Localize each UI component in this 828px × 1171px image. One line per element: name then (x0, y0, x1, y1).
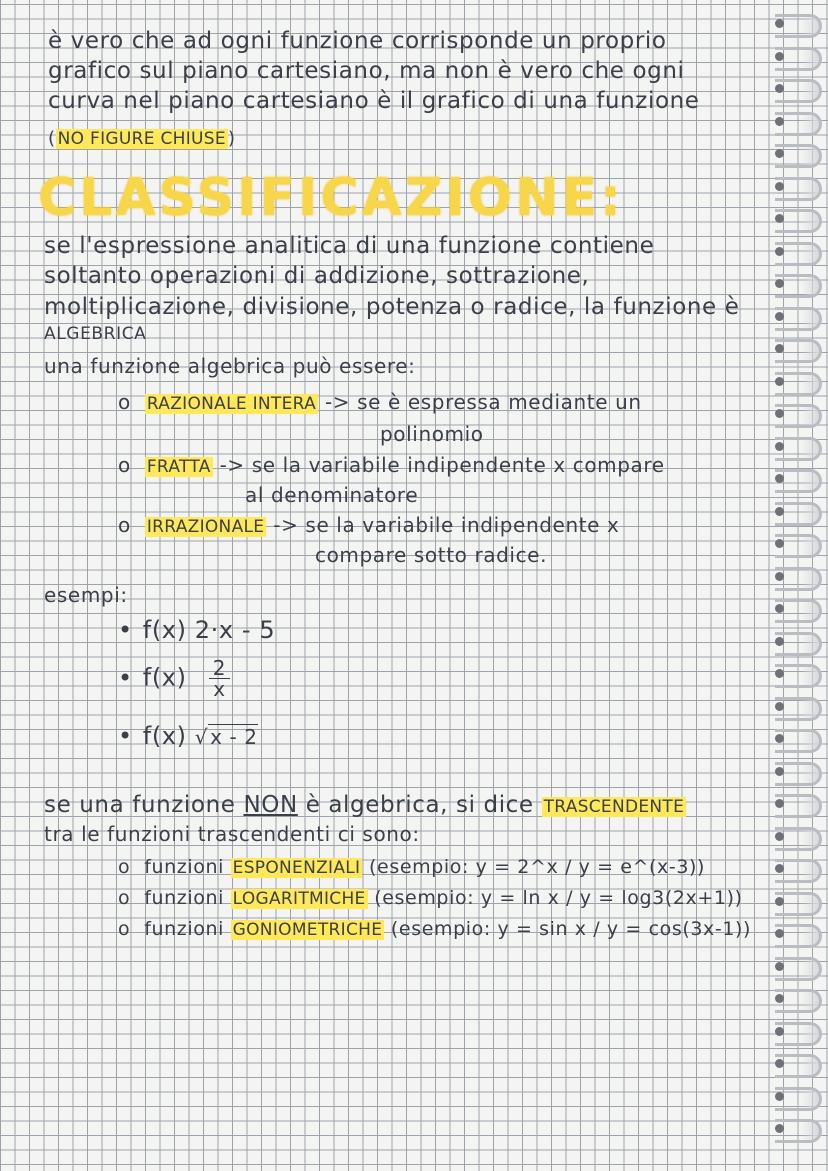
bullet-icon: o (118, 513, 131, 537)
example-3 (118, 724, 258, 748)
item-pre: funzioni (144, 856, 225, 878)
punch-hole-icon (775, 117, 784, 126)
bullet-icon: o (118, 453, 131, 477)
type-name: RAZIONALE INTERA (146, 394, 317, 414)
intro-line-1: è vero che ad ogni funzione corrisponde un proprio (48, 28, 667, 54)
bullet-dot-icon: • (118, 616, 133, 644)
punch-hole-icon (775, 182, 784, 191)
item-example: (esempio: y = sin x / y = cos(3x-1)) (390, 918, 752, 940)
punch-hole-icon (775, 702, 784, 711)
punch-hole-icon (775, 767, 784, 776)
punch-hole-icon (775, 312, 784, 321)
punch-hole-icon (775, 474, 784, 483)
transcendent-non: NON (243, 792, 298, 818)
punch-hole-icon (775, 214, 784, 223)
algebraic-line-2: soltanto operazioni di addizione, sottrazione, (44, 263, 590, 289)
punch-hole-icon (775, 832, 784, 841)
type-item-razionale-desc2: polinomio (380, 422, 484, 446)
item-example: (esempio: y = ln x / y = log3(2x+1)) (374, 887, 743, 909)
punch-hole-icon (775, 962, 784, 971)
sqrt-icon: √ (194, 725, 209, 749)
punch-hole-icon (775, 1027, 784, 1036)
type-desc: -> se è espressa mediante un (324, 390, 642, 414)
note-paren-close: ) (227, 128, 236, 149)
type-name: IRRAZIONALE (146, 517, 265, 537)
punch-hole-icon (775, 799, 784, 808)
transcendent-pre: se una funzione (44, 792, 236, 818)
intro-line-2: grafico sul piano cartesiano, ma non è vero che ogni (48, 58, 685, 84)
transcendent-item-esponenziali (118, 858, 705, 877)
section-title: CLASSIFICAZIONE: (38, 168, 624, 228)
algebraic-line-1: se l'espressione analitica di una funzione contiene (44, 233, 655, 259)
transcendent-line-2: tra le funzioni trascendenti ci sono: (44, 822, 420, 846)
example-2-prefix: f(x) (142, 663, 187, 692)
item-example: (esempio: y = 2^x / y = e^(x-3)) (369, 856, 706, 878)
item-pre: funzioni (144, 887, 225, 909)
punch-hole-icon (775, 1059, 784, 1068)
punch-hole-icon (775, 507, 784, 516)
note-highlight: NO FIGURE CHIUSE (57, 129, 226, 149)
item-name: GONIOMETRICHE (232, 920, 383, 940)
intro-note (48, 130, 236, 148)
transcendent-item-logaritmiche (118, 889, 743, 908)
example-1 (118, 618, 275, 642)
fraction-numerator: 2 (209, 658, 230, 679)
algebraic-line-4: ALGEBRICA (44, 324, 147, 344)
type-desc: -> se la variabile indipendente x (273, 513, 620, 537)
type-item-fratta (118, 455, 665, 476)
type-name: FRATTA (146, 457, 211, 477)
punch-hole-icon (775, 994, 784, 1003)
punch-hole-icon (775, 734, 784, 743)
punch-hole-icon (775, 637, 784, 646)
fraction-denominator: x (213, 677, 226, 701)
examples-label: esempi: (44, 583, 128, 607)
punch-hole-icon (775, 1092, 784, 1101)
algebraic-line-5: una funzione algebrica può essere: (44, 354, 416, 378)
punch-hole-icon (775, 19, 784, 28)
bullet-icon: o (118, 390, 131, 414)
transcendent-highlight: TRASCENDENTE (543, 797, 685, 817)
punch-hole-icon (775, 604, 784, 613)
bullet-icon: o (118, 918, 131, 940)
item-name: ESPONENZIALI (232, 858, 361, 878)
punch-hole-icon (775, 247, 784, 256)
spiral-binding (770, 0, 828, 1171)
note-paren-open: ( (48, 128, 56, 149)
punch-hole-icon (775, 864, 784, 873)
punch-hole-icon (775, 572, 784, 581)
punch-hole-icon (775, 149, 784, 158)
punch-hole-icon (775, 377, 784, 386)
type-desc: -> se la variabile indipendente x compare (219, 453, 665, 477)
punch-hole-icon (775, 442, 784, 451)
type-item-irrazionale (118, 515, 619, 536)
transcendent-line-1 (44, 794, 686, 817)
type-item-razionale (118, 392, 642, 413)
punch-hole-icon (775, 1124, 784, 1133)
intro-line-3: curva nel piano cartesiano è il grafico di una funzione (48, 88, 700, 114)
example-3-prefix: f(x) (142, 722, 187, 750)
punch-hole-icon (775, 279, 784, 288)
punch-hole-icon (775, 52, 784, 61)
algebraic-line-3: moltiplicazione, divisione, potenza o radice, la funzione è (44, 294, 740, 320)
item-pre: funzioni (144, 918, 225, 940)
punch-hole-icon (775, 409, 784, 418)
punch-hole-icon (775, 897, 784, 906)
type-item-irrazionale-desc2: compare sotto radice. (315, 543, 548, 567)
example-3-radicand: x - 2 (210, 725, 258, 749)
bullet-icon: o (118, 856, 131, 878)
punch-hole-icon (775, 669, 784, 678)
punch-hole-icon (775, 539, 784, 548)
bullet-icon: o (118, 887, 131, 909)
punch-hole-icon (775, 84, 784, 93)
example-2 (118, 658, 230, 699)
transcendent-item-goniometriche (118, 920, 751, 939)
example-2-fraction (209, 658, 230, 699)
transcendent-mid: è algebrica, si dice (305, 792, 534, 818)
type-item-fratta-desc2: al denominatore (245, 483, 419, 507)
bullet-dot-icon: • (118, 722, 133, 750)
punch-hole-icon (775, 929, 784, 938)
item-name: LOGARITMICHE (232, 889, 366, 909)
example-1-expr: f(x) 2·x - 5 (142, 616, 276, 644)
bullet-dot-icon: • (118, 663, 133, 692)
punch-hole-icon (775, 344, 784, 353)
